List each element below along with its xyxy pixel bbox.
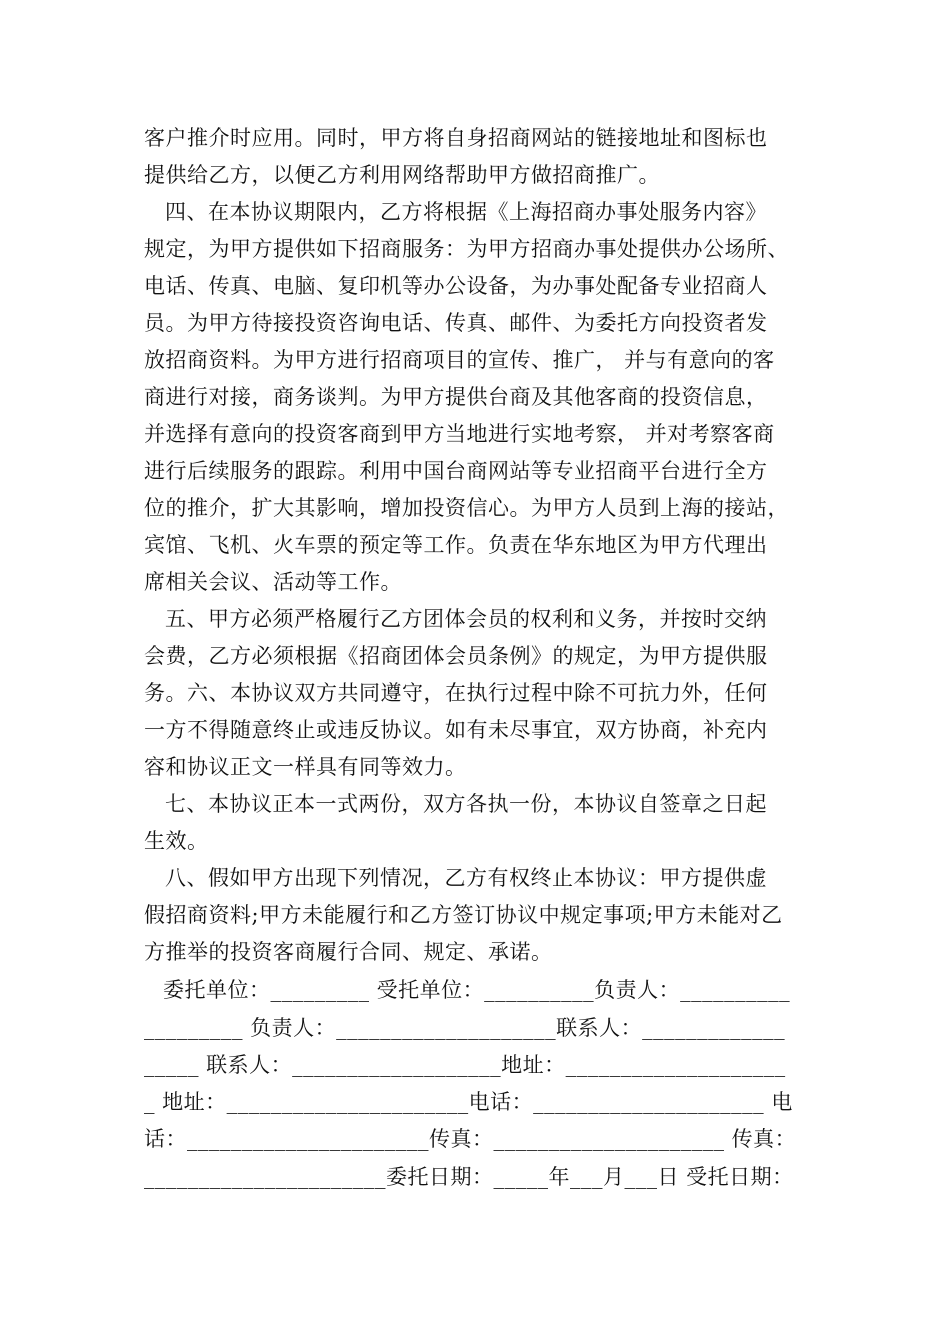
text-line: 电话、传真、电脑、复印机等办公设备，为办事处配备专业招商人 bbox=[144, 274, 768, 298]
text-line: 务。六、本协议双方共同遵守，在执行过程中除不可抗力外，任何 bbox=[144, 681, 768, 705]
text-line: 提供给乙方，以便乙方利用网络帮助甲方做招商推广。 bbox=[144, 163, 660, 187]
text-line: 一方不得随意终止或违反协议。如有未尽事宜，双方协商，补充内 bbox=[144, 718, 768, 742]
signature-field-line: _________ 负责人：____________________联系人：_____________ bbox=[144, 1016, 786, 1040]
section-four-heading-line: 四、在本协议期限内，乙方将根据《上海招商办事处服务内容》 bbox=[165, 200, 767, 224]
section-eight-heading-line: 八、假如甲方出现下列情况，乙方有权终止本协议：甲方提供虚 bbox=[165, 866, 767, 890]
signature-field-line: _ 地址：______________________电话：_____________________ 电 bbox=[144, 1090, 793, 1114]
text-line: 规定，为甲方提供如下招商服务：为甲方招商办事处提供办公场所、 bbox=[144, 237, 789, 261]
text-line: 宾馆、飞机、火车票的预定等工作。负责在华东地区为甲方代理出 bbox=[144, 533, 768, 557]
section-seven-heading-line: 七、本协议正本一式两份，双方各执一份，本协议自签章之日起 bbox=[165, 792, 767, 816]
text-line: 生效。 bbox=[144, 829, 209, 853]
text-line: 商进行对接，商务谈判。为甲方提供台商及其他客商的投资信息， bbox=[144, 385, 768, 409]
text-line: 放招商资料。为甲方进行招商项目的宣传、推广， 并与有意向的客 bbox=[144, 348, 775, 372]
section-five-heading-line: 五、甲方必须严格履行乙方团体会员的权利和义务，并按时交纳 bbox=[165, 607, 767, 631]
text-line: 方推举的投资客商履行合同、规定、承诺。 bbox=[144, 940, 553, 964]
text-line: 进行后续服务的跟踪。利用中国台商网站等专业招商平台进行全方 bbox=[144, 459, 768, 483]
text-line: 位的推介，扩大其影响，增加投资信心。为甲方人员到上海的接站， bbox=[144, 496, 789, 520]
signature-field-line: 话：______________________传真：_____________________ 传真： bbox=[144, 1127, 797, 1151]
signature-field-line: _____ 联系人：___________________地址：____________________ bbox=[144, 1053, 786, 1077]
text-line: 客户推介时应用。同时，甲方将自身招商网站的链接地址和图标也 bbox=[144, 126, 768, 150]
text-line: 并选择有意向的投资客商到甲方当地进行实地考察， 并对考察客商 bbox=[144, 422, 775, 446]
text-line: 假招商资料;甲方未能履行和乙方签订协议中规定事项;甲方未能对乙 bbox=[144, 903, 783, 927]
text-line: 席相关会议、活动等工作。 bbox=[144, 570, 402, 594]
text-line: 容和协议正文一样具有同等效力。 bbox=[144, 755, 467, 779]
text-line: 员。为甲方待接投资咨询电话、传真、邮件、为委托方向投资者发 bbox=[144, 311, 768, 335]
text-line: 会费，乙方必须根据《招商团体会员条例》的规定，为甲方提供服 bbox=[144, 644, 768, 668]
signature-field-line: ______________________委托日期：_____年___月___日 受托日期： bbox=[144, 1165, 794, 1189]
signature-field-line: 委托单位：_________ 受托单位：__________负责人：__________ bbox=[163, 978, 791, 1002]
